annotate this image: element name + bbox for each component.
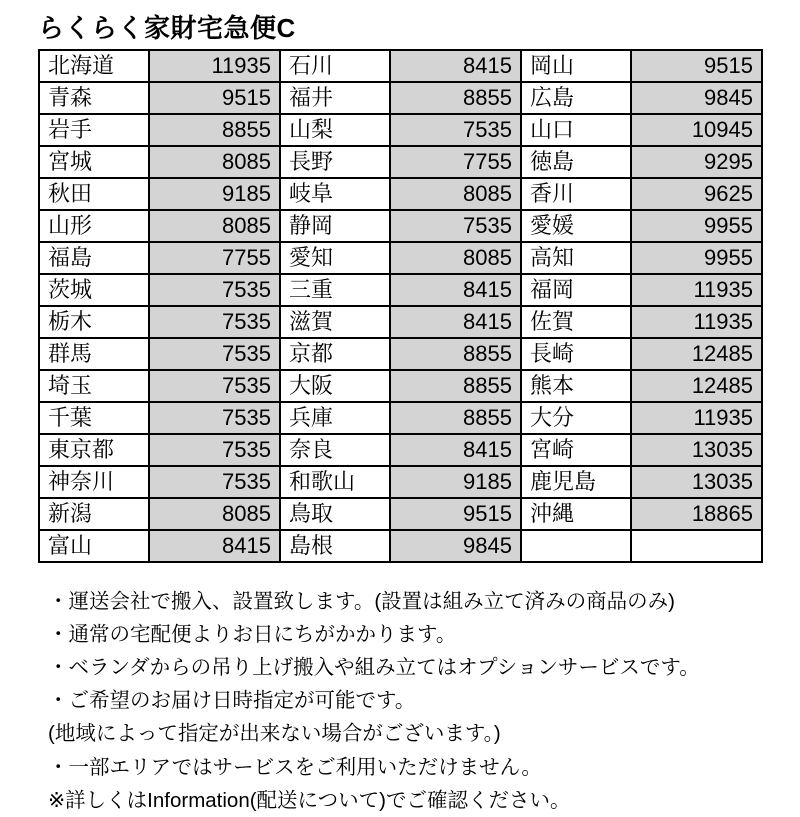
price-cell: 7755 [149,242,280,274]
prefecture-cell: 宮崎 [521,434,631,466]
price-cell: 11935 [631,274,762,306]
price-cell: 7535 [149,466,280,498]
prefecture-cell: 山梨 [280,114,390,146]
prefecture-cell: 山形 [39,210,149,242]
table-row [39,146,762,178]
prefecture-cell: 岐阜 [280,178,390,210]
price-cell: 13035 [631,434,762,466]
prefecture-cell: 石川 [280,50,390,82]
price-cell: 8415 [390,434,521,466]
price-cell: 7535 [390,114,521,146]
prefecture-cell: 長野 [280,146,390,178]
price-cell: 18865 [631,498,762,530]
prefecture-cell: 群馬 [39,338,149,370]
prefecture-cell: 三重 [280,274,390,306]
prefecture-cell: 高知 [521,242,631,274]
prefecture-cell: 福井 [280,82,390,114]
prefecture-cell: 岡山 [521,50,631,82]
price-cell: 9185 [149,178,280,210]
table-row [39,498,762,530]
prefecture-cell: 神奈川 [39,466,149,498]
table-row [39,210,762,242]
prefecture-cell: 秋田 [39,178,149,210]
price-cell: 11935 [631,402,762,434]
prefecture-cell: 兵庫 [280,402,390,434]
prefecture-cell: 鳥取 [280,498,390,530]
empty-cell [521,530,631,562]
prefecture-cell: 岩手 [39,114,149,146]
prefecture-cell: 北海道 [39,50,149,82]
price-cell: 9955 [631,242,762,274]
prefecture-cell: 埼玉 [39,370,149,402]
price-cell: 8415 [390,50,521,82]
price-cell: 11935 [149,50,280,82]
note-item: (地域によって指定が出来ない場合がございます。) [48,722,501,746]
prefecture-cell: 福岡 [521,274,631,306]
price-cell: 8415 [390,306,521,338]
table-row [39,338,762,370]
table-row [39,82,762,114]
price-cell: 7535 [149,274,280,306]
prefecture-cell: 和歌山 [280,466,390,498]
price-cell: 9845 [390,530,521,562]
table-row [39,178,762,210]
fee-table-container [38,49,762,563]
page-title: らくらく家財宅急便C [38,13,296,43]
prefecture-cell: 広島 [521,82,631,114]
table-row [39,370,762,402]
table-row [39,402,762,434]
price-cell: 9185 [390,466,521,498]
prefecture-cell: 長崎 [521,338,631,370]
price-cell: 9295 [631,146,762,178]
price-cell: 7755 [390,146,521,178]
prefecture-cell: 愛媛 [521,210,631,242]
notes-list [48,585,800,817]
price-cell: 7535 [149,338,280,370]
price-cell: 9955 [631,210,762,242]
prefecture-cell: 香川 [521,178,631,210]
prefecture-cell: 滋賀 [280,306,390,338]
price-cell: 8415 [390,274,521,306]
prefecture-cell: 宮城 [39,146,149,178]
prefecture-cell: 沖縄 [521,498,631,530]
note-item: ※詳しくはInformation(配送について)でご確認ください。 [48,788,571,812]
price-cell: 8085 [149,210,280,242]
price-cell: 8085 [149,146,280,178]
note-item: ・一部エリアではサービスをご利用いただけません。 [48,755,542,779]
table-row [39,434,762,466]
price-cell: 12485 [631,370,762,402]
price-cell: 12485 [631,338,762,370]
price-cell: 9515 [631,50,762,82]
table-row [39,50,762,82]
note-item: ・ご希望のお届け日時指定が可能です。 [48,689,416,713]
prefecture-cell: 熊本 [521,370,631,402]
price-cell: 8415 [149,530,280,562]
prefecture-cell: 福島 [39,242,149,274]
note-item: ・運送会社で搬入、設置致します。(設置は組み立て済みの商品のみ) [48,589,676,613]
price-cell: 8085 [390,178,521,210]
price-cell: 7535 [149,306,280,338]
table-row [39,466,762,498]
price-cell: 8855 [390,370,521,402]
note-item: ・通常の宅配便よりお日にちがかかります。 [48,622,457,646]
price-cell: 9625 [631,178,762,210]
prefecture-cell: 山口 [521,114,631,146]
table-row [39,242,762,274]
price-cell: 8855 [390,402,521,434]
table-row [39,530,762,562]
prefecture-cell: 青森 [39,82,149,114]
price-cell: 11935 [631,306,762,338]
price-cell: 8085 [390,242,521,274]
prefecture-cell: 茨城 [39,274,149,306]
price-cell: 7535 [390,210,521,242]
prefecture-cell: 富山 [39,530,149,562]
prefecture-cell: 徳島 [521,146,631,178]
empty-cell [631,530,762,562]
prefecture-cell: 栃木 [39,306,149,338]
price-cell: 8855 [390,338,521,370]
price-cell: 8085 [149,498,280,530]
prefecture-cell: 鹿児島 [521,466,631,498]
prefecture-cell: 愛知 [280,242,390,274]
prefecture-cell: 東京都 [39,434,149,466]
prefecture-cell: 大阪 [280,370,390,402]
price-cell: 10945 [631,114,762,146]
price-cell: 7535 [149,434,280,466]
table-row [39,114,762,146]
prefecture-cell: 新潟 [39,498,149,530]
shipping-fee-table [38,49,763,563]
price-cell: 7535 [149,370,280,402]
price-cell: 8855 [390,82,521,114]
price-cell: 7535 [149,402,280,434]
price-cell: 13035 [631,466,762,498]
note-item: ・ベランダからの吊り上げ搬入や組み立てはオプションサービスです。 [48,656,700,679]
table-row [39,274,762,306]
prefecture-cell: 島根 [280,530,390,562]
price-cell: 9515 [390,498,521,530]
prefecture-cell: 佐賀 [521,306,631,338]
prefecture-cell: 静岡 [280,210,390,242]
price-cell: 9515 [149,82,280,114]
price-cell: 9845 [631,82,762,114]
prefecture-cell: 大分 [521,402,631,434]
price-cell: 8855 [149,114,280,146]
prefecture-cell: 千葉 [39,402,149,434]
table-row [39,306,762,338]
prefecture-cell: 奈良 [280,434,390,466]
prefecture-cell: 京都 [280,338,390,370]
